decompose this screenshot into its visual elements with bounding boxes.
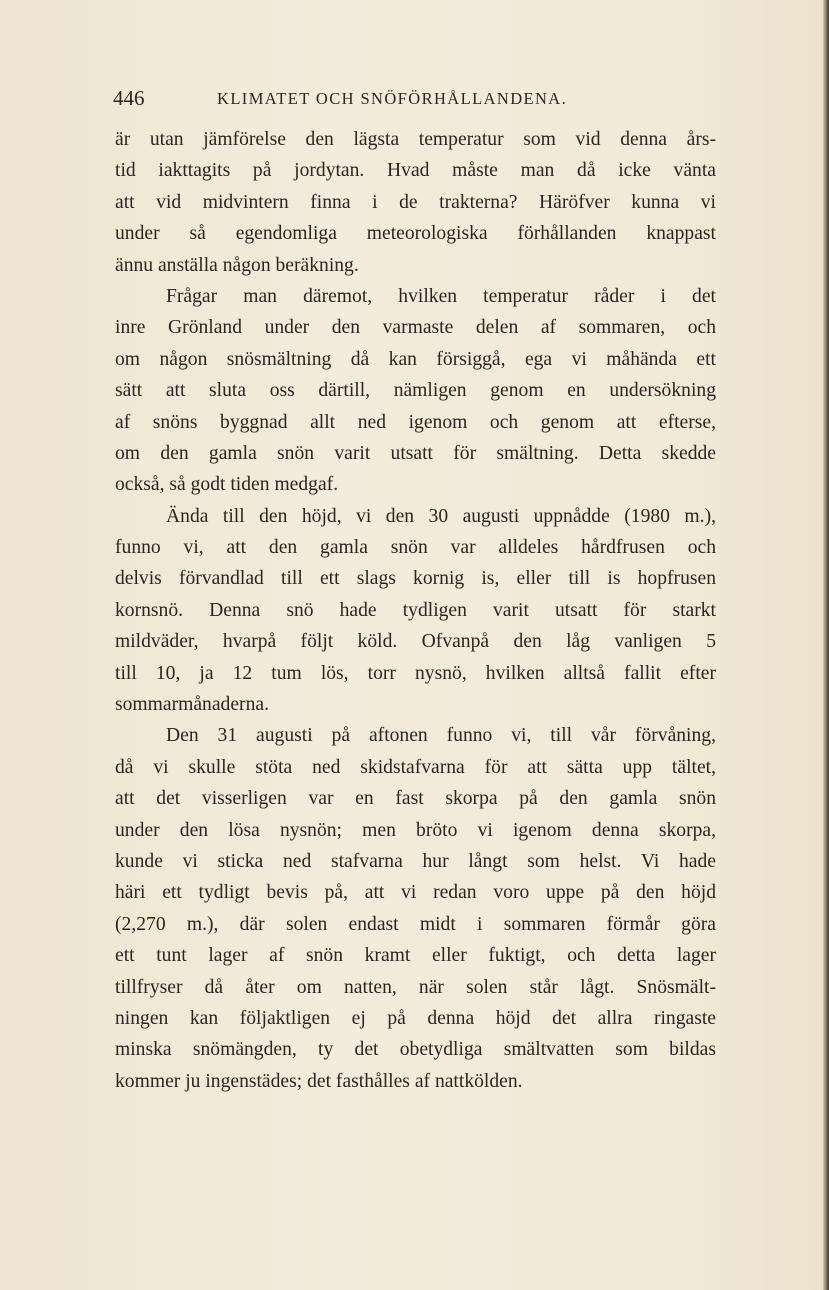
text-line: att det visserligen var en fast skorpa på den gamla snön bbox=[115, 788, 716, 810]
body-text bbox=[115, 124, 716, 1097]
text-line: sommarmånaderna. bbox=[115, 694, 269, 716]
text-line: funno vi, att den gamla snön var alldeles hårdfrusen och bbox=[115, 537, 716, 559]
running-title: KLIMATET OCH SNÖFÖRHÅLLANDENA. bbox=[217, 89, 568, 108]
text-line: till 10, ja 12 tum lös, torr nysnö, hvilken alltså fallit efter bbox=[115, 662, 716, 684]
paragraph bbox=[115, 281, 716, 501]
text-line: minska snömängden, ty det obetydliga smältvatten som bildas bbox=[115, 1039, 716, 1061]
text-line: under så egendomliga meteorologiska förhållanden knappast bbox=[115, 223, 716, 245]
text-line: då vi skulle stöta ned skidstafvarna för att sätta upp tältet, bbox=[115, 756, 716, 778]
text-line: ännu anställa någon beräkning. bbox=[115, 254, 359, 276]
text-line: kornsnö. Denna snö hade tydligen varit utsatt för starkt bbox=[115, 599, 716, 621]
text-line: ningen kan följaktligen ej på denna höjd det allra ringaste bbox=[115, 1007, 716, 1029]
text-line: sätt att sluta oss därtill, nämligen genom en undersökning bbox=[115, 380, 716, 402]
text-line: kommer ju ingenstädes; det fasthålles af nattkölden. bbox=[115, 1070, 523, 1092]
text-line: mildväder, hvarpå följt köld. Ofvanpå den låg vanligen 5 bbox=[115, 631, 716, 653]
text-line: (2,270 m.), där solen endast midt i sommaren förmår göra bbox=[115, 913, 716, 935]
text-line: om den gamla snön varit utsatt för smältning. Detta skedde bbox=[115, 442, 716, 464]
text-line: häri ett tydligt bevis på, att vi redan voro uppe på den höjd bbox=[115, 882, 716, 904]
text-line: är utan jämförelse den lägsta temperatur som vid denna års- bbox=[115, 129, 716, 150]
text-line: inre Grönland under den varmaste delen af sommaren, och bbox=[115, 317, 716, 339]
paragraph bbox=[115, 124, 716, 281]
text-line: af snöns byggnad allt ned igenom och genom att efterse, bbox=[115, 411, 716, 433]
text-line: ett tunt lager af snön kramt eller fuktigt, och detta lager bbox=[115, 945, 716, 967]
text-line: delvis förvandlad till ett slags kornig is, eller till is hopfrusen bbox=[115, 568, 716, 590]
text-line: tillfryser då åter om natten, när solen står lågt. Snösmält- bbox=[115, 976, 716, 998]
text-line: att vid midvintern finna i de trakterna? Häröfver kunna vi bbox=[115, 191, 716, 213]
paragraph bbox=[115, 720, 716, 1097]
page-header bbox=[113, 86, 723, 114]
text-line: tid iakttagits på jordytan. Hvad måste man då icke vänta bbox=[115, 160, 716, 182]
text-line: Ända till den höjd, vi den 30 augusti uppnådde (1980 m.), bbox=[166, 505, 716, 527]
text-line: kunde vi sticka ned stafvarna hur långt som helst. Vi hade bbox=[115, 850, 716, 872]
text-line: Den 31 augusti på aftonen funno vi, till vår förvåning, bbox=[166, 725, 716, 747]
text-line: Frågar man däremot, hvilken temperatur råder i det bbox=[166, 285, 716, 307]
text-line: under den lösa nysnön; men bröto vi igenom denna skorpa, bbox=[115, 819, 716, 841]
paragraph bbox=[115, 501, 716, 721]
book-spine-edge bbox=[823, 0, 829, 1290]
page-number: 446 bbox=[113, 86, 145, 110]
text-line: också, så godt tiden medgaf. bbox=[115, 474, 339, 496]
text-line: om någon snösmältning då kan försiggå, ega vi måhända ett bbox=[115, 348, 716, 370]
